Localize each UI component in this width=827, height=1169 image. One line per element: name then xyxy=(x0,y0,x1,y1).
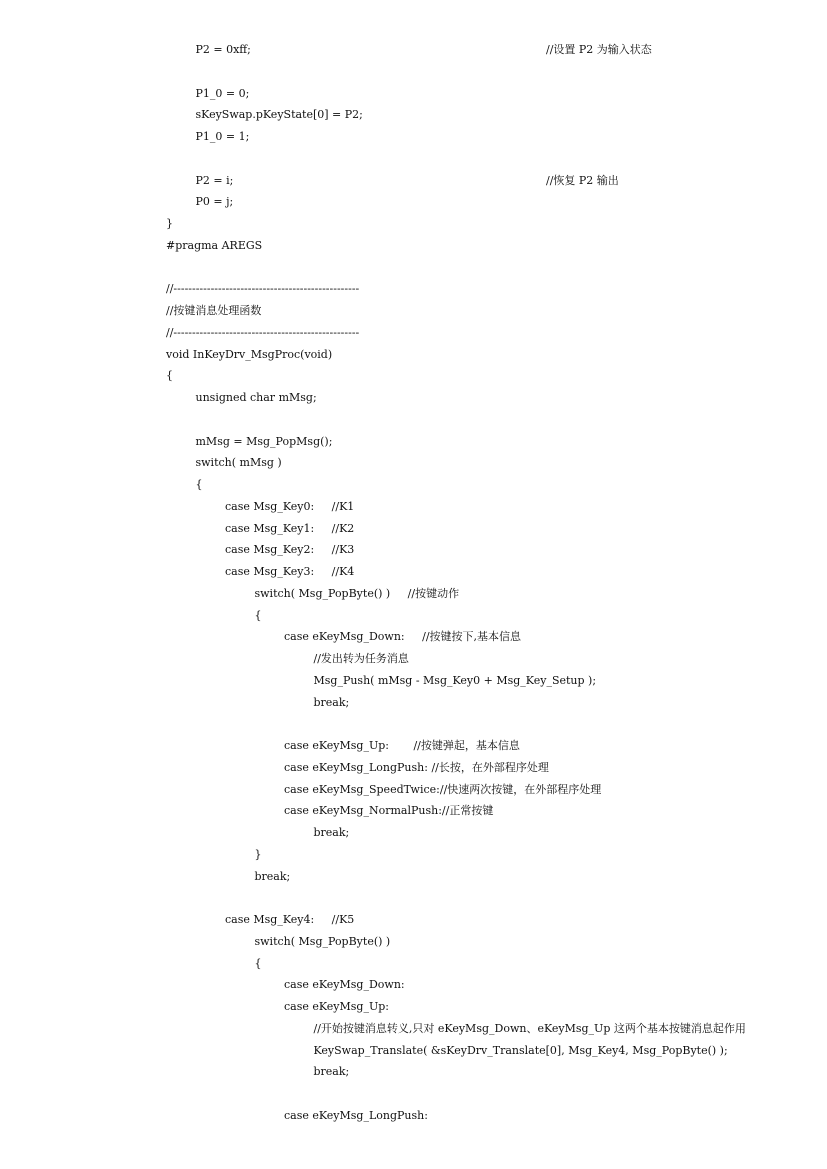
code-line xyxy=(284,804,493,818)
code-text: P1_0 = 1; xyxy=(195,130,250,143)
code-text: case Msg_Key2: //K3 xyxy=(225,543,355,557)
code-line xyxy=(314,652,409,666)
code-text: //-------------------------------------------------- xyxy=(166,282,360,296)
code-text: case eKeyMsg_LongPush: //长按，在外部程序处理 xyxy=(284,760,549,774)
code-text: KeySwap_Translate( &sKeyDrv_Translate[0], Msg_Key4, Msg_PopByte() ); xyxy=(313,1043,728,1057)
code-text: break; xyxy=(313,695,350,709)
code-text: case Msg_Key4: //K5 xyxy=(225,913,355,926)
code-text: case eKeyMsg_Down: //按键按下,基本信息 xyxy=(284,630,522,644)
code-text: case eKeyMsg_SpeedTwice://快速两次按键，在外部程序处理 xyxy=(284,782,602,796)
code-text: switch( mMsg ) xyxy=(195,456,282,470)
code-line xyxy=(225,913,354,927)
code-text: P1_0 = 0; xyxy=(195,86,250,100)
code-line xyxy=(225,565,354,579)
code-text: switch( Msg_PopByte() ) xyxy=(254,934,391,948)
code-text: unsigned char mMsg; xyxy=(195,391,317,404)
code-text: //按键消息处理函数 xyxy=(166,304,262,317)
code-line xyxy=(284,1109,428,1123)
code-line xyxy=(166,348,332,362)
code-line xyxy=(196,108,363,122)
code-line xyxy=(314,1022,746,1036)
code-line xyxy=(314,1065,350,1079)
code-line xyxy=(284,978,405,992)
code-text: case eKeyMsg_Up: xyxy=(284,1000,389,1013)
code-line xyxy=(166,282,359,296)
code-line xyxy=(196,391,317,405)
code-text: #pragma AREGS xyxy=(166,238,263,252)
code-line xyxy=(166,304,261,318)
code-text: //开始按键消息转义,只对 eKeyMsg_Down、eKeyMsg_Up 这两个基本按键消息起作用 xyxy=(313,1021,746,1035)
code-line xyxy=(255,609,262,623)
code-line xyxy=(196,456,282,470)
code-text: case eKeyMsg_LongPush: xyxy=(284,1108,428,1122)
code-text: case eKeyMsg_Up: //按键弹起，基本信息 xyxy=(284,739,520,752)
code-text: { xyxy=(166,369,173,383)
code-line xyxy=(196,87,250,101)
code-line xyxy=(314,826,350,840)
code-comment: //恢复 P2 输出 xyxy=(546,173,619,187)
code-line xyxy=(314,1044,728,1058)
code-text: case Msg_Key0: //K1 xyxy=(225,499,355,513)
code-text: P2 = 0xff; xyxy=(195,43,251,56)
code-text: void InKeyDrv_MsgProc(void) xyxy=(166,347,333,361)
code-line xyxy=(284,630,521,644)
code-line xyxy=(314,696,350,710)
code-line xyxy=(255,957,262,971)
code-line xyxy=(284,761,549,775)
code-line xyxy=(225,500,354,514)
code-line xyxy=(196,435,333,449)
code-line xyxy=(166,369,173,383)
code-text: break; xyxy=(254,869,291,883)
code-line xyxy=(255,935,391,949)
code-text: } xyxy=(166,217,173,230)
code-text: sKeySwap.pKeyState[0] = P2; xyxy=(195,108,363,122)
code-text: mMsg = Msg_PopMsg(); xyxy=(195,434,333,448)
code-text: break; xyxy=(313,1065,350,1079)
code-line xyxy=(225,543,354,557)
code-line xyxy=(166,239,262,253)
code-line xyxy=(255,848,262,862)
code-text: case Msg_Key1: //K2 xyxy=(225,521,355,535)
code-text: { xyxy=(195,478,203,491)
code-line xyxy=(314,674,597,688)
code-text: Msg_Push( mMsg - Msg_Key0 + Msg_Key_Setup ); xyxy=(313,673,597,687)
code-text: case eKeyMsg_Down: xyxy=(284,978,405,992)
code-text: { xyxy=(254,608,262,622)
code-line xyxy=(166,326,359,340)
code-line xyxy=(255,870,291,884)
code-line xyxy=(166,217,173,231)
code-text: //-------------------------------------------------- xyxy=(166,325,360,339)
code-text: //发出转为任务消息 xyxy=(313,652,409,665)
code-text: case eKeyMsg_NormalPush://正常按键 xyxy=(284,804,494,818)
code-line xyxy=(196,195,234,209)
code-text: break; xyxy=(313,826,350,839)
code-line xyxy=(225,522,354,536)
code-text: P0 = j; xyxy=(195,195,234,209)
code-line xyxy=(284,739,520,753)
code-text: } xyxy=(254,847,262,861)
code-line xyxy=(196,174,234,188)
code-line xyxy=(196,43,251,57)
code-text: case Msg_Key3: //K4 xyxy=(225,565,355,578)
code-line xyxy=(196,130,250,144)
code-text: P2 = i; xyxy=(195,173,234,187)
code-line xyxy=(284,783,601,797)
code-comment: //设置 P2 为输入状态 xyxy=(546,43,652,56)
code-line xyxy=(284,1000,389,1014)
code-line xyxy=(196,478,203,492)
code-line xyxy=(255,587,460,601)
code-text: { xyxy=(254,956,262,970)
code-text: switch( Msg_PopByte() ) //按键动作 xyxy=(254,586,460,600)
